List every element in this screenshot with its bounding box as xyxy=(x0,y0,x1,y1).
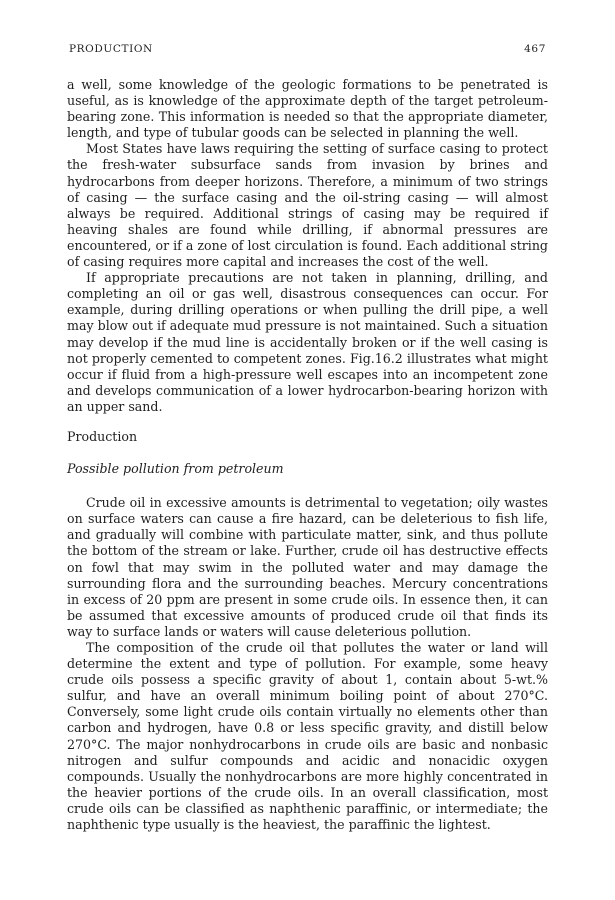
section-heading-production: Production xyxy=(67,428,138,444)
page-body xyxy=(67,77,548,833)
subsection-heading-pollution: Possible pollution from petroleum xyxy=(67,461,284,477)
paragraph-crude-oil-effects: Crude oil in excessive amounts is detrimental to vegetation; oily wastes on surface waters can cause a fire hazard, can be deleterious to fish life, and gradually will combine with particulate matter, sink, and thus pollute the bottom of the stream or lake. Further, crude oil has destructive effects on fowl that may swim in the polluted water and may damage the surrounding flora and the surrounding beaches. Mercury concentrations in excess of 20 ppm are present in some crude oils. In essence then, it can be assumed that excessive amounts of produced crude oil that finds its way to surface lands or waters will cause deleterious pollution. xyxy=(67,495,548,639)
paragraph-well-knowledge: a well, some knowledge of the geologic formations to be penetrated is useful, as is knowledge of the approximate depth of the target petroleum-bearing zone. This information is needed so that the appropriate diameter, length, and type of tubular goods can be selected in planning the well. xyxy=(67,77,548,141)
paragraph-casing-laws: Most States have laws requiring the setting of surface casing to protect the fresh-water subsurface sands from invasion by brines and hydrocarbons from deeper horizons. Therefore, a minimum of two strings of casing — the surface casing and the oil-string casing — will almost always be required. Additional strings of casing may be required if heaving shales are found while drilling, if abnormal pressures are encountered, or if a zone of lost circulation is found. Each additional string of casing requires more capital and increases the cost of the well. xyxy=(67,141,548,270)
paragraph-crude-oil-composition: The composition of the crude oil that pollutes the water or land will determine the extent and type of pollution. For example, some heavy crude oils possess a specific gravity of about 1, contain about 5-wt.% sulfur, and have an overall minimum boiling point of about 270°C. Conversely, some light crude oils contain virtually no elements other than carbon and hydrogen, have 0.8 or less specific gravity, and distill below 270°C. The major nonhydrocarbons in crude oils are basic and nonbasic nitrogen and sulfur compounds and acidic and nonacidic oxygen compounds. Usually the nonhydrocarbons are more highly concentrated in the heavier portions of the crude oils. In an overall classification, most crude oils can be classified as naphthenic paraffinic, or intermediate; the naphthenic type usually is the heaviest, the paraffinic the lightest. xyxy=(67,640,548,833)
page-number: 467 xyxy=(524,43,546,55)
running-head-title: PRODUCTION xyxy=(69,43,153,55)
paragraph-precautions: If appropriate precautions are not taken in planning, drilling, and completing an oil or gas well, disastrous consequences can occur. For example, during drilling operations or when pulling the drill pipe, a well may blow out if adequate mud pressure is not maintained. Such a situation may develop if the mud line is accidentally broken or if the well casing is not properly cemented to competent zones. Fig.16.2 illustrates what might occur if fluid from a high-pressure well escapes into an incompetent zone and develops communication of a lower hydrocarbon-bearing horizon with an upper sand. xyxy=(67,270,548,414)
